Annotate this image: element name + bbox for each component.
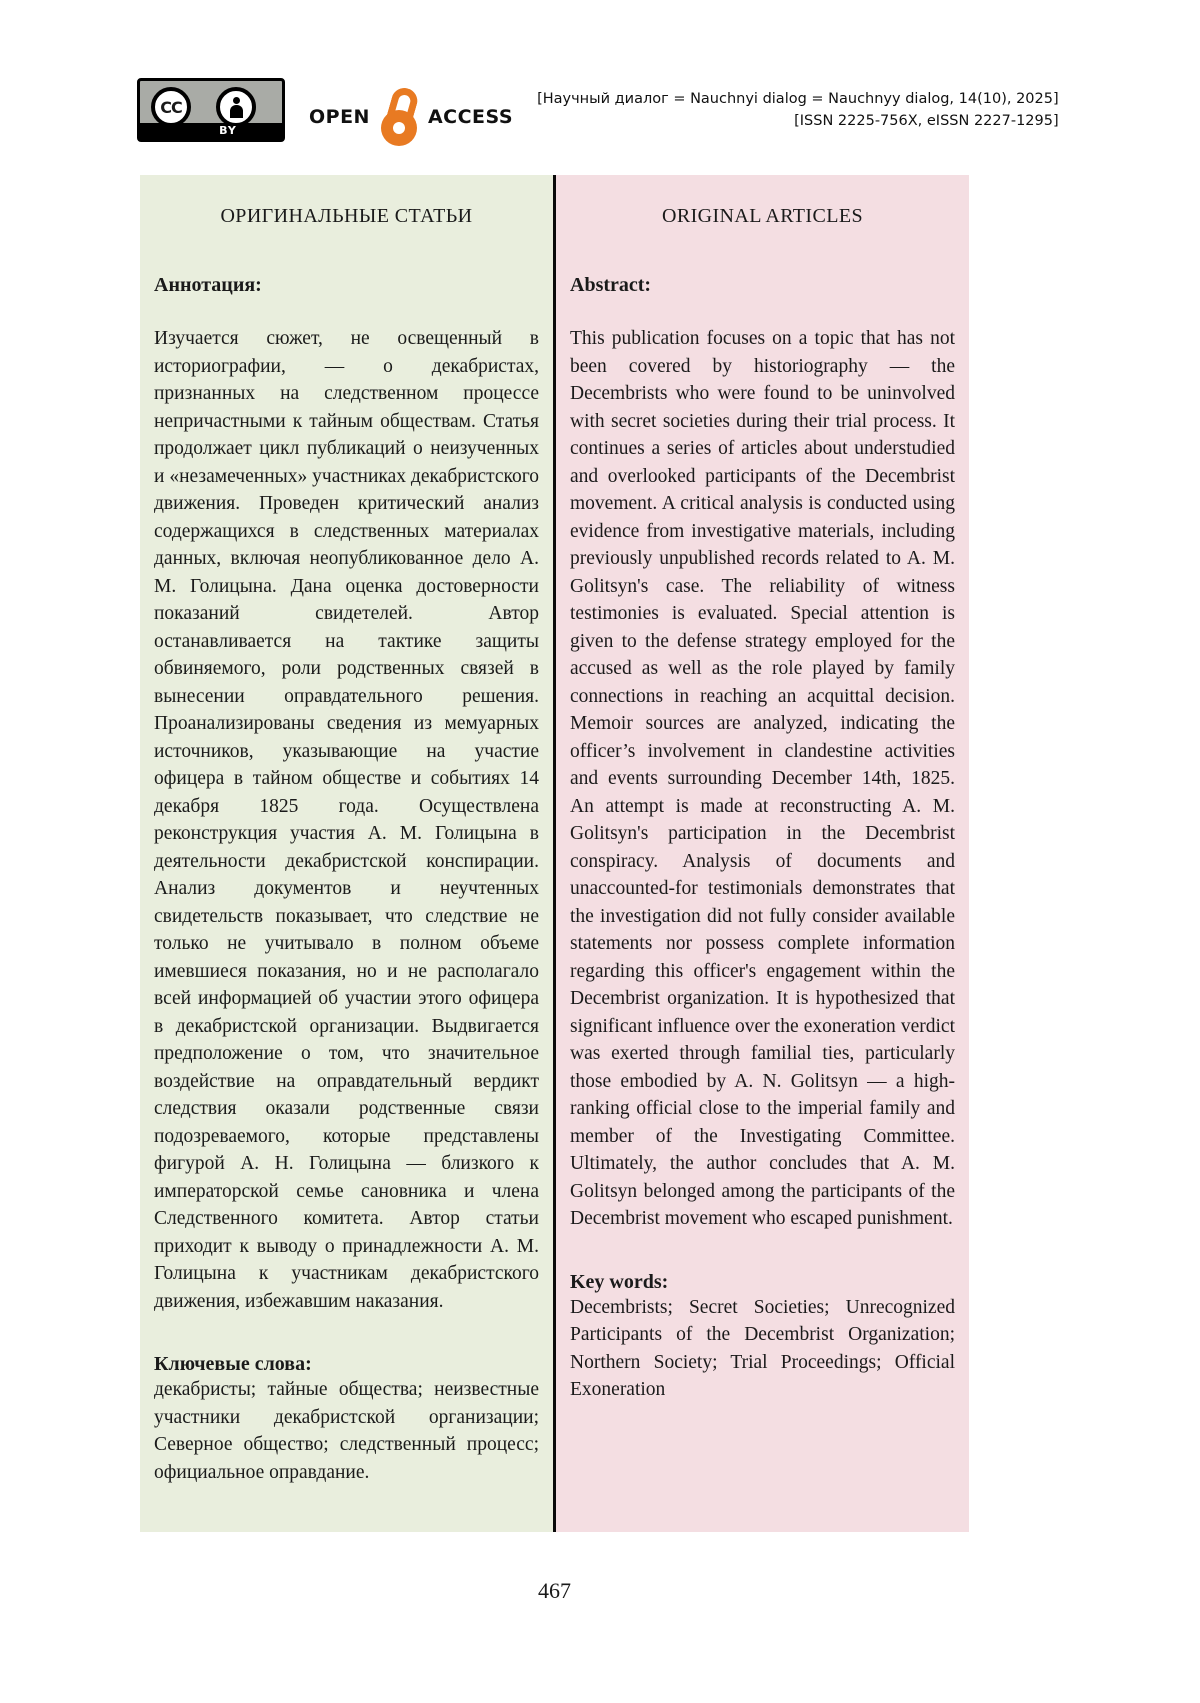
page-number: 467 (538, 1578, 571, 1603)
keywords-label-ru: Ключевые слова: (154, 1353, 312, 1375)
abstract-label-en: Abstract: (570, 274, 652, 296)
person-icon-body (230, 105, 243, 118)
english-abstract-column (556, 175, 969, 1532)
lock-body (381, 110, 417, 146)
section-title-ru: ОРИГИНАЛЬНЫЕ СТАТЬИ (220, 205, 473, 227)
keywords-label-en: Key words: (570, 1270, 669, 1293)
cc-by-license-badge (137, 78, 285, 142)
page-header (137, 78, 1059, 146)
open-lock-icon (377, 88, 421, 146)
abstract-columns (140, 175, 969, 1532)
russian-abstract-column (140, 175, 553, 1532)
keywords-text-ru: декабристы; тайные общества; неизвестные участники декабристской организации; Северное общество; следственный процесс; официальное оправдание. (154, 1379, 539, 1483)
journal-citation (537, 88, 1059, 133)
open-access-open-text: OPEN (309, 106, 370, 128)
creative-commons-icon: CC (151, 87, 191, 127)
open-access-logo (309, 88, 513, 146)
abstract-text-en: This publication focuses on a topic that has not been covered by historiography — the Decembrists who were found to be uninvolved with secret societies during their trial process. It continues a series of articles about understudied and overlooked participants of the Decembrist movement. A critical analysis is conducted using evidence from investigative materials, including previously unpublished records related to A. M. Golitsyn's case. The reliability of witness testimonies is evaluated. Special attention is given to the defense strategy employed for the accused as well as the role played by family connections in reaching an acquittal decision. Memoir sources are analyzed, indicating the officer’s involvement in clandestine activities and events surrounding December 14th, 1825. An attempt is made at reconstructing A. M. Golitsyn's participation in the Decembrist conspiracy. Analysis of documents and unaccounted-for testimonials demonstrates that the investigation did not fully consider available statements nor possess complete information regarding this officer's engagement within the Decembrist organization. It is hypothesized that significant influence over the exoneration verdict was exerted through familial ties, particularly those embodied by A. N. Golitsyn — a high-ranking official close to the imperial family and member of the Investigating Committee. Ultimately, the author concludes that A. M. Golitsyn belonged among the participants of the Decembrist movement who escaped punishment. (570, 328, 955, 1229)
attribution-person-icon (216, 87, 256, 127)
abstract-label-ru: Аннотация: (154, 274, 262, 296)
keywords-text-en: Decembrists; Secret Societies; Unrecognized Participants of the Decembrist Organization; Northern Society; Trial Proceedings; Official Exoneration (570, 1296, 955, 1400)
journal-citation-line1: [Научный диалог = Nauchnyi dialog = Nauchnyy dialog, 14(10), 2025] (537, 91, 1059, 107)
journal-citation-line2: [ISSN 2225-756X, eISSN 2227-1295] (794, 113, 1059, 130)
open-access-access-text: ACCESS (427, 106, 514, 128)
cc-by-label: BY (140, 123, 282, 139)
person-icon-head (233, 97, 240, 104)
section-title-en: ORIGINAL ARTICLES (662, 205, 863, 227)
lock-keyhole (393, 122, 405, 134)
abstract-text-ru: Изучается сюжет, не освещенный в историографии, — о декабристах, признанных на следственном процессе непричастными к тайным обществам. Статья продолжает цикл публикаций о неизученных и «незамеченных» участниках декабристского движения. Проведен критический анализ содержащихся в следственных материалах данных, включая неопубликованное дело А. М. Голицына. Дана оценка достоверности показаний свидетелей. Автор останавливается на тактике защиты обвиняемого, роли родственных связей в вынесении оправдательного решения. Проанализированы сведения из мемуарных источников, указывающие на участие офицера в тайном обществе и событиях 14 декабря 1825 года. Осуществлена реконструкция участия А. М. Голицына в деятельности декабристской конспирации. Анализ документов и неучтенных свидетельств показывает, что следствие не только не учитывало в полном объеме имевшиеся показания, но и не располагало всей информацией об участии этого офицера в декабристской организации. Выдвигается предположение о том, что значительное воздействие на оправдательный вердикт следствия оказали родственные связи подозреваемого, которые представлены фигурой А. Н. Голицына — близкого к императорской семье сановника и члена Следственного комитета. Автор статьи приходит к выводу о принадлежности А. М. Голицына к участникам декабристского движения, избежавшим наказания. (154, 328, 539, 1312)
